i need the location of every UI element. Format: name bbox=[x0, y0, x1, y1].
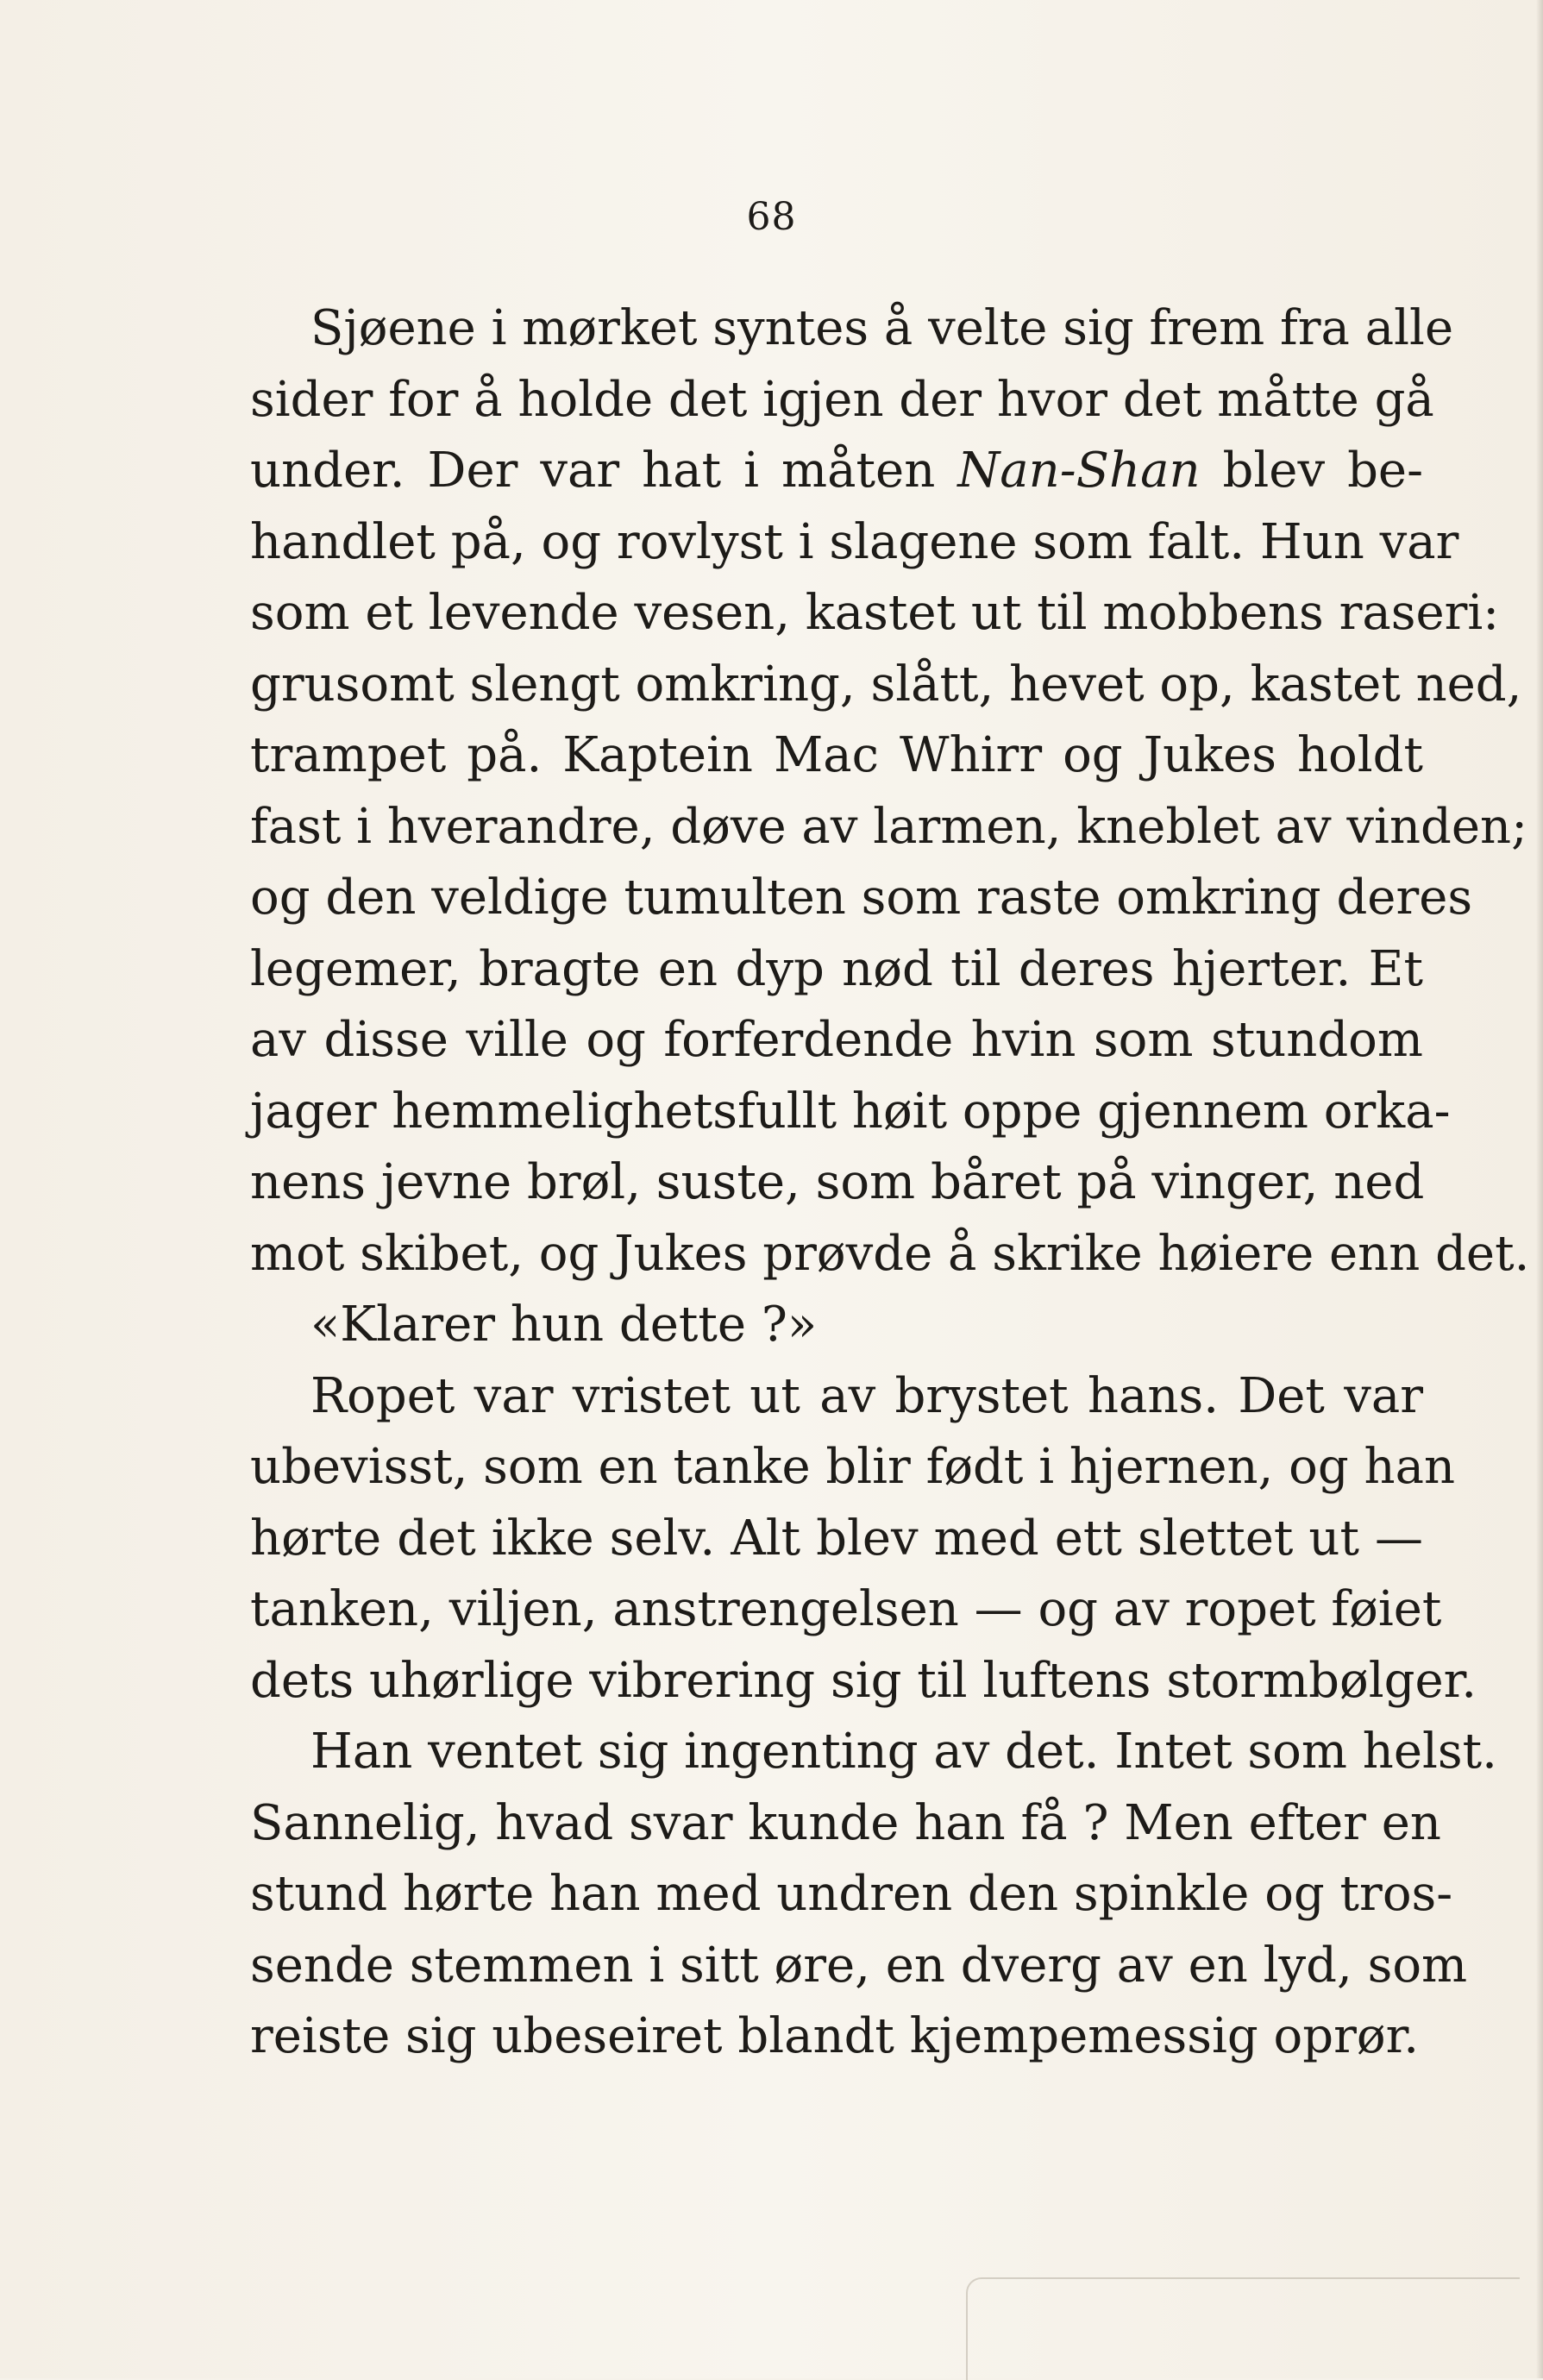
text-line: grusomt slengt omkring, slått, hevet op, kastet ned, bbox=[250, 656, 1522, 713]
text-line: tanken, viljen, anstrengelsen — og av ropet føiet bbox=[250, 1581, 1442, 1637]
text-line: trampet på. Kaptein Mac Whirr og Jukes holdt bbox=[250, 727, 1423, 783]
text-line: av disse ville og forferdende hvin som stundom bbox=[250, 1012, 1423, 1068]
text-line: og den veldige tumulten som raste omkring deres bbox=[250, 870, 1473, 926]
paper-corner-mark bbox=[966, 2277, 1520, 2380]
text-line: Ropet var vristet ut av brystet hans. Det var bbox=[310, 1367, 1423, 1424]
text-line: Han ventet sig ingenting av det. Intet som helst. bbox=[310, 1724, 1497, 1780]
text-line: legemer, bragte en dyp nød til deres hjerter. Et bbox=[250, 940, 1423, 997]
text-line: Sjøene i mørket syntes å velte sig frem fra alle bbox=[310, 300, 1454, 356]
page-number: 68 bbox=[746, 195, 797, 239]
text-line: jager hemmelighetsfullt høit oppe gjennem orka- bbox=[250, 1083, 1451, 1140]
text-line: nens jevne brøl, suste, som båret på vinger, ned bbox=[250, 1154, 1425, 1210]
text-line: ubevisst, som en tanke blir født i hjernen, og han bbox=[250, 1439, 1456, 1495]
body-text bbox=[250, 293, 1530, 2073]
text-line: «Klarer hun dette ?» bbox=[310, 1297, 818, 1353]
text-line: reiste sig ubeseiret blandt kjempemessig oprør. bbox=[250, 2008, 1419, 2064]
text-line: sider for å holde det igjen der hvor det måtte gå bbox=[250, 371, 1434, 428]
text-line: hørte det ikke selv. Alt blev med ett slettet ut — bbox=[250, 1510, 1423, 1567]
text-line: Sannelig, hvad svar kunde han få ? Men efter en bbox=[250, 1794, 1441, 1851]
text-line: dets uhørlige vibrering sig til luftens stormbølger. bbox=[250, 1652, 1477, 1709]
text-line: mot skibet, og Jukes prøvde å skrike høiere enn det. bbox=[250, 1225, 1530, 1282]
text-line: som et levende vesen, kastet ut til mobbens raseri: bbox=[250, 585, 1500, 641]
ship-name: Nan-Shan bbox=[957, 443, 1201, 499]
text-line: handlet på, og rovlyst i slagene som falt. Hun var bbox=[250, 513, 1459, 570]
text-line: stund hørte han med undren den spinkle og tros- bbox=[250, 1866, 1453, 1922]
text-line bbox=[250, 436, 1423, 507]
text-segment: under. Der var hat i måten bbox=[250, 443, 958, 499]
text-segment: blev be- bbox=[1200, 443, 1423, 499]
text-line: sende stemmen i sitt øre, en dverg av en lyd, som bbox=[250, 1937, 1468, 1994]
page-edge-shadow bbox=[1536, 0, 1543, 2378]
text-line: fast i hverandre, døve av larmen, kneblet av vinden; bbox=[250, 798, 1527, 855]
